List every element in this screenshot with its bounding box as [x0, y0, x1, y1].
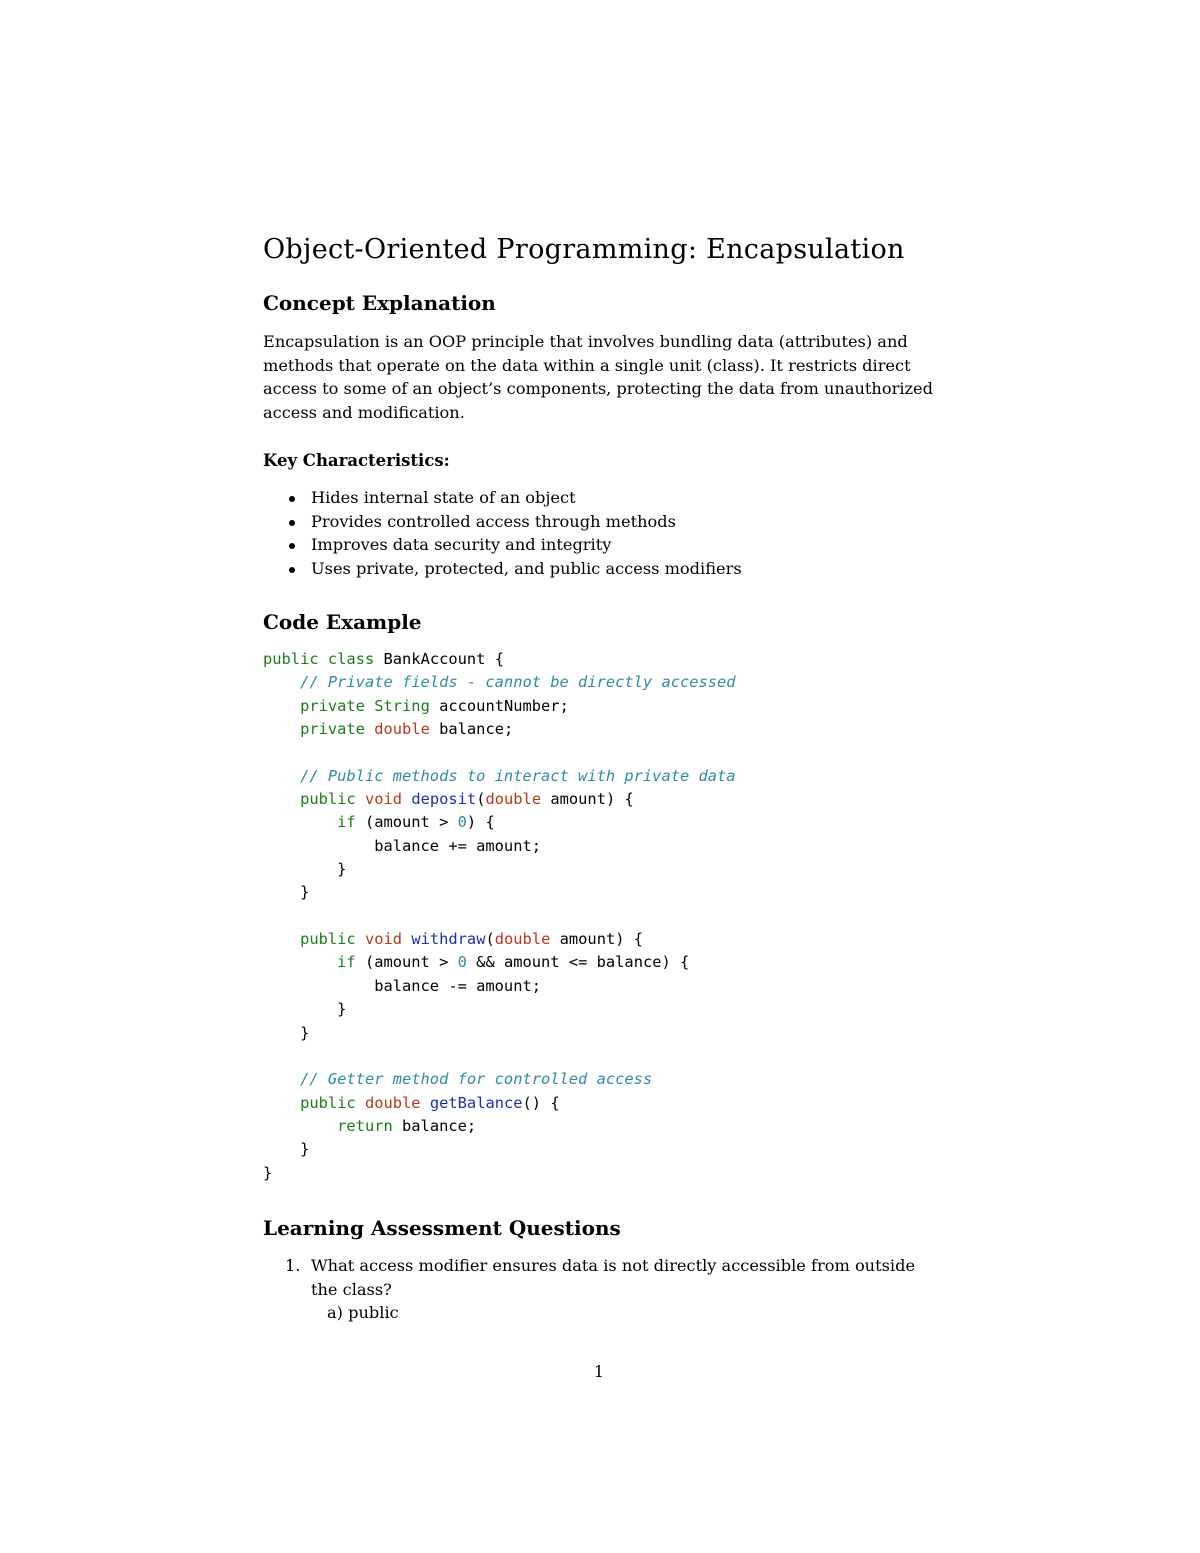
characteristics-list — [263, 486, 742, 580]
code-line: private double balance; — [300, 720, 514, 739]
bullet-icon — [289, 520, 295, 526]
code-line: } — [263, 1163, 273, 1182]
code-line: if (amount > 0) { — [337, 813, 495, 832]
code-line: } — [337, 860, 347, 879]
bullet-icon — [289, 543, 295, 549]
code-line: return balance; — [337, 1116, 477, 1135]
code-block — [263, 648, 736, 1185]
code-line: } — [300, 883, 310, 902]
bullet-icon — [289, 496, 295, 502]
page-title: Object-Oriented Programming: Encapsulation — [263, 234, 905, 265]
concept-paragraph — [263, 330, 939, 424]
concept-heading: Concept Explanation — [263, 291, 496, 315]
questions-list — [263, 1254, 939, 1325]
code-line: } — [300, 1023, 310, 1042]
code-line: // Public methods to interact with private data — [300, 766, 736, 785]
concept-line: access to some of an object’s components, protecting the data from unauthorized — [263, 379, 933, 399]
code-line — [263, 905, 736, 928]
code-line: // Private fields - cannot be directly accessed — [300, 673, 736, 692]
answer-option: a) public — [327, 1303, 399, 1323]
concept-line: Encapsulation is an OOP principle that involves bundling data (attributes) and — [263, 332, 908, 351]
list-item-text: Hides internal state of an object — [311, 488, 576, 507]
code-line: public double getBalance() { — [300, 1093, 560, 1112]
code-line — [263, 1045, 736, 1068]
code-line: // Getter method for controlled access — [300, 1070, 653, 1089]
list-item-text: Improves data security and integrity — [311, 535, 612, 555]
bullet-icon — [289, 567, 295, 573]
code-line: } — [337, 1000, 347, 1019]
concept-line: methods that operate on the data within a single unit (class). It restricts direct — [263, 355, 911, 375]
question-number: 1. — [285, 1256, 301, 1275]
concept-line: access and modification. — [263, 402, 465, 422]
code-heading: Code Example — [263, 610, 422, 634]
code-line: balance -= amount; — [374, 976, 541, 995]
code-line: public class BankAccount { — [263, 650, 504, 668]
document-page — [263, 0, 943, 1553]
characteristics-heading: Key Characteristics: — [263, 451, 450, 470]
code-line: public void deposit(double amount) { — [300, 790, 634, 809]
page-number: 1 — [593, 1362, 605, 1381]
code-line — [263, 741, 736, 764]
list-item-text: Uses private, protected, and public access modifiers — [311, 558, 742, 578]
list-item — [263, 486, 742, 510]
list-item — [263, 557, 742, 581]
list-item — [263, 533, 742, 557]
code-line: balance += amount; — [374, 836, 541, 855]
assessment-heading: Learning Assessment Questions — [263, 1216, 621, 1240]
question-text: What access modifier ensures data is not directly accessible from outside — [311, 1256, 916, 1275]
list-item — [263, 510, 742, 534]
question-text: the class? — [311, 1279, 392, 1299]
code-line: } — [300, 1140, 310, 1159]
code-line: if (amount > 0 && amount <= balance) { — [337, 953, 690, 972]
list-item-text: Provides controlled access through methods — [311, 511, 676, 531]
code-line: private String accountNumber; — [300, 696, 569, 715]
code-line: public void withdraw(double amount) { — [300, 930, 644, 949]
question-item — [263, 1254, 939, 1325]
